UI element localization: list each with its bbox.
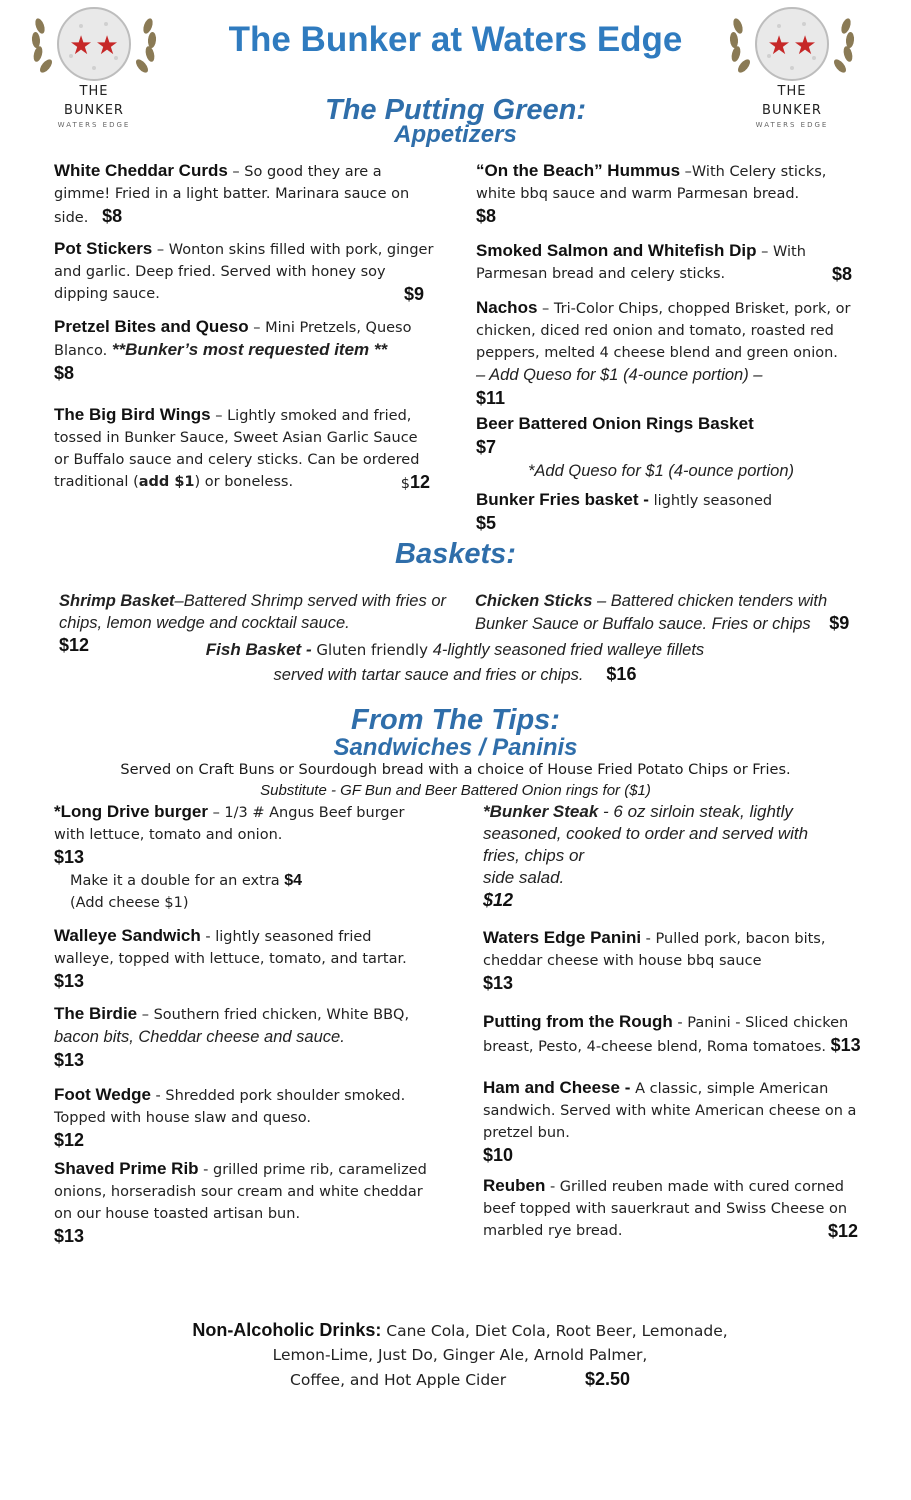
item-name: *Long Drive burger (54, 802, 208, 821)
item-name: *Bunker Steak (483, 802, 599, 821)
menu-item (54, 925, 424, 994)
item-desc: – Battered chicken tenders with Bunker Sauce or Buffalo sauce. Fries or chips (475, 592, 828, 633)
menu-item (476, 240, 854, 285)
menu-item (54, 1084, 434, 1153)
item-price: 12 (409, 472, 430, 492)
item-desc: – With Parmesan bread and celery sticks. (476, 244, 806, 282)
item-name: Fish Basket - (205, 640, 317, 659)
item-desc: 4-lightly seasoned fried walleye fillets (432, 641, 705, 659)
menu-item (54, 801, 434, 914)
item-desc: – So good they are a gimme! Fried in a light batter. Marinara sauce on side. (54, 164, 410, 226)
item-name: Ham and Cheese - (483, 1078, 636, 1097)
item-desc: – Lightly smoked and fried, tossed in Bunker Sauce, Sweet Asian Garlic Sauce or Buffalo sauce and celery sticks. Can be ordered traditional ( (54, 408, 420, 490)
logo-name-line2: BUNKER (64, 103, 124, 118)
item-name: Foot Wedge (54, 1085, 151, 1104)
item-desc: ) or boneless. (194, 474, 294, 490)
drinks-line: Lemon-Lime, Just Do, Ginger Ale, Arnold Palmer, (272, 1346, 648, 1364)
item-extra: Make it a double for an extra (70, 873, 285, 889)
menu-item (483, 927, 853, 996)
item-name: Waters Edge Panini (483, 928, 642, 947)
item-addon: add $1 (138, 474, 195, 490)
item-price: $12 (59, 635, 90, 655)
drinks-block (150, 1318, 770, 1392)
item-price: $10 (483, 1145, 514, 1165)
star-icon: ★ (69, 30, 93, 60)
logo-name-line2: BUNKER (762, 103, 822, 118)
star-icon: ★ (95, 30, 119, 60)
item-name: Shrimp Basket (59, 592, 175, 610)
item-extra: (Add cheese $1) (70, 895, 189, 911)
served-note: Served on Craft Buns or Sourdough bread with a choice of House Fried Potato Chips or Fries. (120, 762, 791, 778)
item-desc: –Battered Shrimp served with fries or chips, lemon wedge and cocktail sauce. (59, 592, 446, 632)
item-price: $12 (483, 890, 514, 910)
menu-item (483, 1011, 863, 1058)
item-name: Pot Stickers (54, 239, 153, 258)
section-heading-putting-green: The Putting Green: (325, 94, 586, 126)
item-note: **Bunker’s most requested item ** (111, 340, 388, 359)
item-note: – Add Queso for $1 (4-ounce portion) – (476, 366, 763, 384)
item-desc: - grilled prime rib, caramelized onions, horseradish sour cream and white cheddar on our house toasted artisan bun. (54, 1162, 427, 1222)
item-desc: – Mini Pretzels, Queso Blanco. (54, 320, 412, 359)
item-desc-italic: bacon bits, Cheddar cheese and sauce. (54, 1028, 345, 1046)
item-price: $13 (54, 1050, 85, 1070)
menu-item (54, 1003, 444, 1073)
item-name: Beer Battered Onion Rings Basket (476, 414, 754, 433)
section-subheading-sandwiches: Sandwiches / Paninis (333, 734, 578, 761)
drinks-line: Coffee, and Hot Apple Cider (290, 1371, 507, 1389)
item-desc: - lightly seasoned fried walleye, topped with lettuce, tomato, and tartar. (54, 929, 407, 967)
menu-item (54, 404, 434, 495)
item-desc: – Wonton skins filled with pork, ginger and garlic. Deep fried. Served with honey soy dipping sauce. (54, 242, 434, 302)
menu-item (476, 297, 862, 411)
menu-item (476, 413, 856, 483)
menu-item (54, 316, 432, 386)
item-desc: - Grilled reuben made with cured corned beef topped with sauerkraut and Swiss Cheese on marbled rye bread. (483, 1179, 848, 1239)
item-desc: lightly seasoned (653, 493, 773, 509)
item-desc: side salad. (483, 868, 565, 887)
item-desc: –With Celery sticks, white bbq sauce and warm Parmesan bread. (476, 164, 827, 202)
item-price-sign: $ (400, 476, 410, 492)
item-name: Shaved Prime Rib (54, 1159, 199, 1178)
item-name: Walleye Sandwich (54, 926, 201, 945)
item-name: Chicken Sticks (475, 592, 593, 610)
item-price: $13 (483, 973, 514, 993)
item-name: The Birdie (54, 1004, 138, 1023)
menu-item (483, 801, 843, 912)
item-desc: A classic, simple American sandwich. Served with white American cheese on a pretzel bun. (483, 1081, 857, 1141)
item-name: “On the Beach” Hummus (476, 161, 681, 180)
item-name: Putting from the Rough (483, 1012, 673, 1031)
menu-item (475, 590, 855, 635)
item-name: The Big Bird Wings (54, 405, 211, 424)
item-price: $12 (827, 1221, 858, 1241)
item-price: $8 (831, 264, 852, 284)
drinks-line: Cane Cola, Diet Cola, Root Beer, Lemonade, (381, 1322, 728, 1340)
star-icon: ★ (793, 30, 817, 60)
item-extra-price: $4 (284, 872, 303, 889)
item-price: $8 (102, 206, 123, 226)
section-heading-from-the-tips: From The Tips: (351, 704, 560, 736)
item-price: $5 (476, 513, 497, 533)
logo-subtitle: WATERS EDGE (57, 121, 131, 129)
item-price: $13 (54, 1226, 85, 1246)
menu-item (476, 160, 846, 229)
logo-name-line1: THE (777, 84, 807, 99)
item-desc: – 1/3 # Angus Beef burger with lettuce, tomato and onion. (54, 805, 405, 843)
item-name: White Cheddar Curds (54, 161, 228, 180)
item-desc: - 6 oz sirloin steak, lightly seasoned, cooked to order and served with fries, chips or (483, 802, 809, 865)
item-name: Reuben (483, 1176, 546, 1195)
item-name: Pretzel Bites and Queso (54, 317, 249, 336)
menu-item (54, 160, 424, 229)
item-desc: – Southern fried chicken, White BBQ, (137, 1007, 410, 1023)
menu-item (54, 238, 436, 305)
item-price: $13 (54, 971, 85, 991)
item-desc: served with tartar sauce and fries or chips. (273, 666, 584, 684)
item-desc: - Pulled pork, bacon bits, cheddar cheese with house bbq sauce (483, 931, 826, 969)
menu-item (54, 1158, 434, 1249)
drinks-title: Non-Alcoholic Drinks: (192, 1320, 382, 1340)
item-desc: – Tri-Color Chips, chopped Brisket, pork, or chicken, diced red onion and tomato, roasted red peppers, melted 4 cheese blend and green onion. (476, 301, 851, 361)
logo-subtitle: WATERS EDGE (755, 121, 829, 129)
item-desc: - Panini - Sliced chicken breast, Pesto, 4-cheese blend, Roma tomatoes. (483, 1015, 849, 1055)
menu-item (483, 1175, 858, 1242)
item-price: $7 (476, 437, 497, 457)
item-price: $13 (54, 847, 85, 867)
menu-item (130, 638, 780, 687)
item-price: $8 (476, 206, 497, 226)
item-price: $9 (829, 613, 850, 633)
item-name: Bunker Fries basket - (476, 490, 654, 509)
section-heading-baskets: Baskets: (395, 538, 516, 570)
item-name: Smoked Salmon and Whitefish Dip (476, 241, 757, 260)
logo-name-line1: THE (79, 84, 109, 99)
item-name: Nachos (476, 298, 538, 317)
item-note: *Add Queso for $1 (4-ounce portion) (528, 462, 794, 480)
item-price: $12 (54, 1130, 85, 1150)
item-price: $9 (403, 284, 424, 304)
item-desc: Gluten friendly (316, 641, 433, 659)
item-price: $8 (54, 363, 75, 383)
section-subheading-appetizers: Appetizers (394, 121, 517, 148)
drinks-price: $2.50 (584, 1369, 630, 1389)
item-price: $16 (606, 664, 637, 684)
page-title: The Bunker at Waters Edge (228, 20, 683, 59)
menu-item (483, 1077, 858, 1168)
item-desc: - Shredded pork shoulder smoked. Topped with house slaw and queso. (54, 1088, 406, 1126)
substitute-note: Substitute - GF Bun and Beer Battered Onion rings for ($1) (260, 782, 651, 799)
item-price: $11 (476, 388, 506, 408)
menu-item (476, 489, 856, 536)
item-price: $13 (830, 1035, 861, 1055)
star-icon: ★ (767, 30, 791, 60)
